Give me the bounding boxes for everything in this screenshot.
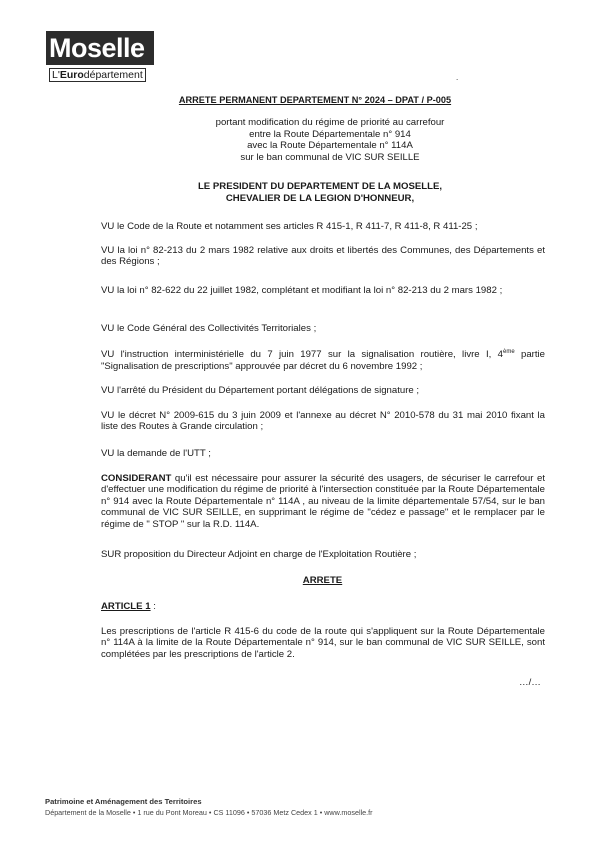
considerant-label: CONSIDERANT [101, 473, 172, 484]
article-1-suffix: : [150, 601, 156, 612]
vu-demande-utt: VU la demande de l'UTT ; [101, 448, 211, 459]
footer-address: Département de la Moselle • 1 rue du Pont Moreau • CS 11096 • 57036 Metz Cedex 1 • www.moselle.fr [45, 808, 373, 817]
logo-tag-bold: Euro [59, 69, 84, 81]
article-1-heading [101, 601, 156, 612]
instruction-text-rest: partie "Signalisation de prescriptions" approuvée par décret du 6 novembre 1992 ; [101, 349, 545, 372]
footer-title: Patrimoine et Aménagement des Territoires [45, 797, 202, 806]
corner-mark: . [456, 73, 459, 82]
vu-cgct: VU le Code Général des Collectivités Territoriales ; [101, 323, 317, 334]
president-line: LE PRESIDENT DU DEPARTEMENT DE LA MOSELLE, [197, 181, 443, 192]
vu-code-route: VU le Code de la Route et notamment ses articles R 415-1, R 411-7, R 411-8, R 411-25 ; [101, 221, 478, 232]
vu-loi-82-213: VU la loi n° 82-213 du 2 mars 1982 relative aux droits et libertés des Communes, des Départements et des Régions ; [101, 245, 545, 268]
moselle-logo [46, 31, 154, 83]
document-title: ARRETE PERMANENT DEPARTEMENT N° 2024 – DPAT / P-005 [178, 95, 452, 105]
article-1-label: ARTICLE 1 [101, 601, 151, 612]
logo-tagline [49, 68, 146, 82]
logo-tag-prefix: L' [52, 69, 60, 81]
vu-loi-82-622: VU la loi n° 82-622 du 22 juillet 1982, complétant et modifiant la loi n° 82-213 du 2 mars 1982 ; [101, 285, 503, 296]
subject-block [120, 117, 540, 163]
arrete-heading: ARRETE [302, 575, 343, 586]
president-block [100, 181, 540, 204]
vu-decret: VU le décret N° 2009-615 du 3 juin 2009 et l'annexe au décret N° 2010-578 du 31 mai 2010 fixant la liste des Routes à Grande circulation ; [101, 410, 545, 433]
instruction-text: VU l'instruction interministérielle du 7 juin 1977 sur la signalisation routière, livre I, 4 [101, 349, 503, 361]
subject-line: sur le ban communal de VIC SUR SEILLE [240, 151, 420, 163]
vu-arrete-delegation: VU l'arrêté du Président du Département portant délégations de signature ; [101, 385, 420, 396]
considerant-paragraph [101, 473, 545, 530]
sur-proposition: SUR proposition du Directeur Adjoint en charge de l'Exploitation Routière ; [101, 549, 417, 560]
logo-tag-rest: département [83, 69, 143, 81]
subject-line: avec la Route Départementale n° 114A [247, 140, 413, 152]
president-line: CHEVALIER DE LA LEGION D'HONNEUR, [225, 192, 415, 204]
logo-wordmark: Moselle [46, 31, 154, 65]
subject-line: entre la Route Départementale n° 914 [249, 128, 411, 140]
considerant-text: qu'il est nécessaire pour assurer la sécurité des usagers, de sécuriser le carrefour et d'effectuer une modification du régime de priorité à l'intersection constituée par la Route Départementale n° 914 avec la Route Départementale n° 114A , au niveau de la limite départementale 57/54, sur le ban communal de VIC SUR SEILLE, en supprimant le régime de "cédez e passage" et le remplacer par le régime de " STOP " sur la R.D. 114A. [101, 473, 545, 530]
article-1-text: Les prescriptions de l'article R 415-6 du code de la route qui s'appliquent sur la Route Départementale n° 114A à la limite de la Route Départementale n° 914, sur le ban communal de VIC SUR SEILLE, sont complétées par les prescriptions de l'article 2. [101, 626, 545, 660]
instruction-sup: ème [502, 349, 515, 355]
vu-instruction [101, 347, 545, 372]
subject-line: portant modification du régime de priorité au carrefour [215, 117, 445, 128]
continuation-mark: …/… [519, 677, 541, 688]
